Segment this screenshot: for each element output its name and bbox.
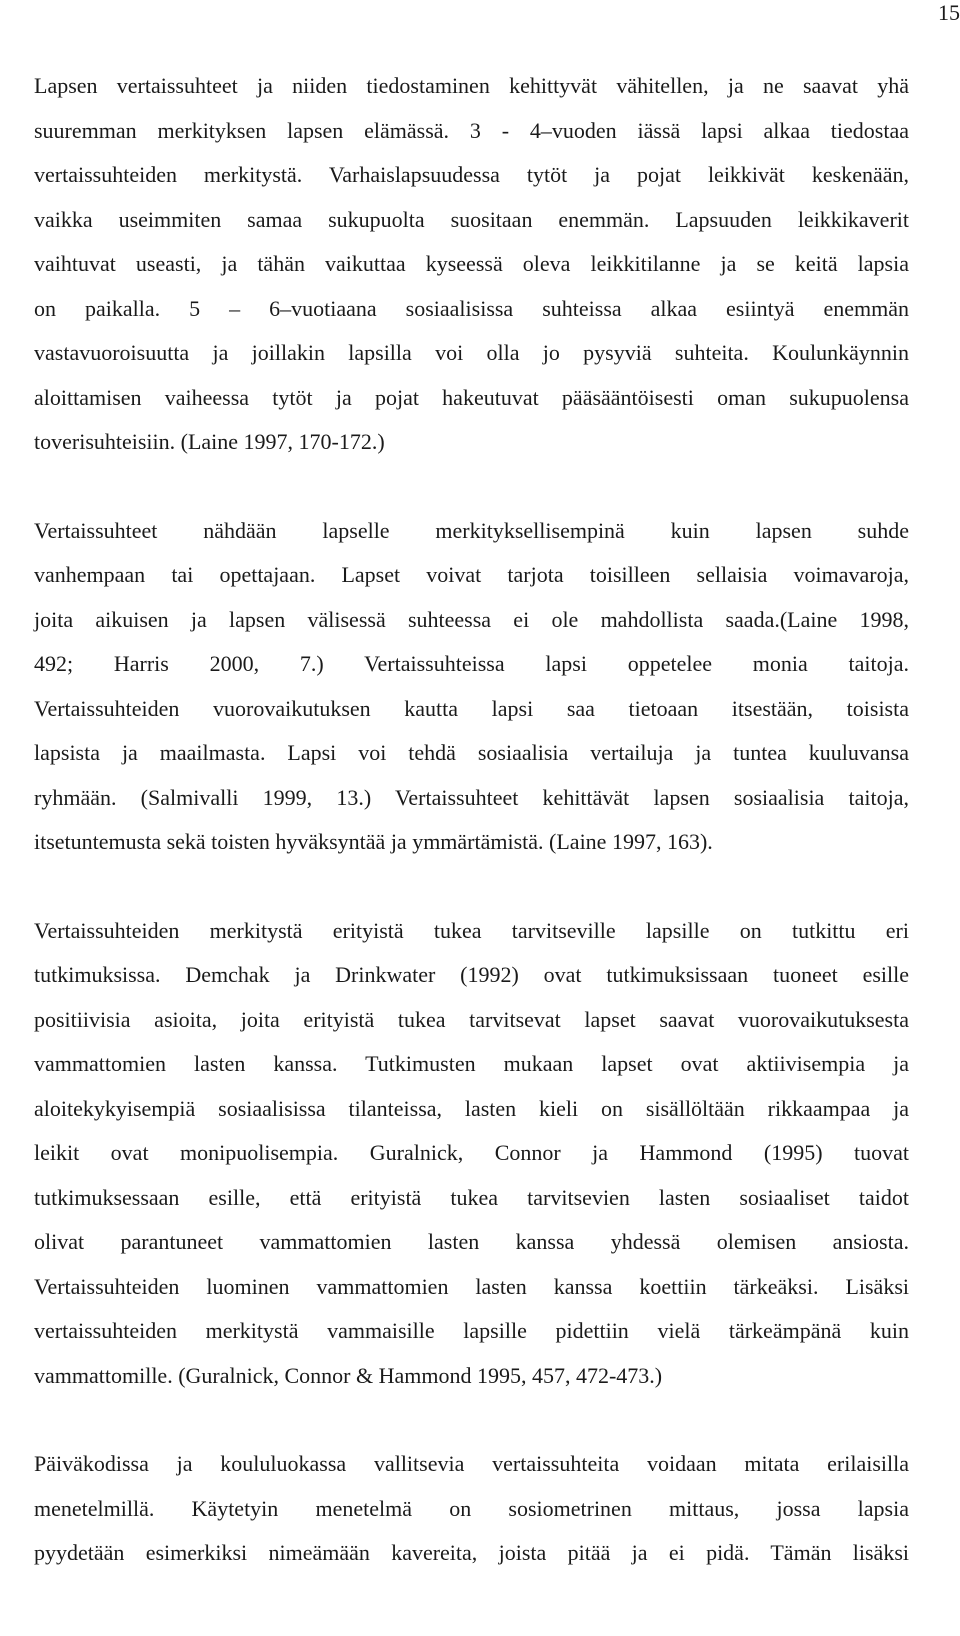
text-line: vaihtuvat useasti, ja tähän vaikuttaa kyseessä oleva leikkitilanne ja se keitä lapsia bbox=[34, 251, 909, 276]
paragraph-2 bbox=[34, 509, 909, 865]
text-line: aloittamisen vaiheessa tytöt ja pojat hakeutuvat pääsääntöisesti oman sukupuolensa bbox=[34, 384, 909, 410]
text-line: vastavuoroisuutta ja joillakin lapsilla voi olla jo pysyviä suhteita. Koulunkäynnin bbox=[34, 340, 909, 365]
text-line: suuremman merkityksen lapsen elämässä. 3 - 4–vuoden iässä lapsi alkaa tiedostaa bbox=[34, 117, 909, 143]
text-line: vammattomille. (Guralnick, Connor & Hammond 1995, 457, 472-473.) bbox=[34, 1362, 663, 1388]
text-line: Päiväkodissa ja koululuokassa vallitsevia vertaissuhteita voidaan mitata erilaisilla bbox=[34, 1451, 909, 1476]
text-line: vertaissuhteiden merkitystä vammaisille lapsille pidettiin vielä tärkeämpänä kuin bbox=[34, 1318, 909, 1343]
text-line: on paikalla. 5 – 6–vuotiaana sosiaalisissa suhteissa alkaa esiintyä enemmän bbox=[34, 295, 909, 321]
paragraph-4 bbox=[34, 1442, 909, 1576]
page-body bbox=[34, 64, 909, 1576]
paragraph-gap bbox=[34, 865, 909, 909]
paragraph-gap bbox=[34, 465, 909, 509]
text-line: tutkimuksissa. Demchak ja Drinkwater (1992) ovat tutkimuksissaan tuoneet esille bbox=[34, 962, 909, 987]
text-line: menetelmillä. Käytetyin menetelmä on sosiometrinen mittaus, jossa lapsia bbox=[34, 1495, 909, 1521]
text-line: 492; Harris 2000, 7.) Vertaissuhteissa lapsi oppetelee monia taitoja. bbox=[34, 651, 909, 676]
text-line: ryhmään. (Salmivalli 1999, 13.) Vertaissuhteet kehittävät lapsen sosiaalisia taitoja, bbox=[34, 784, 909, 810]
paragraph-1 bbox=[34, 64, 909, 465]
paragraph-3 bbox=[34, 909, 909, 1399]
text-line: Vertaissuhteet nähdään lapselle merkityksellisempinä kuin lapsen suhde bbox=[34, 517, 909, 543]
text-line: lapsista ja maailmasta. Lapsi voi tehdä sosiaalisia vertailuja ja tuntea kuuluvansa bbox=[34, 740, 909, 765]
text-line: toverisuhteisiin. (Laine 1997, 170-172.) bbox=[34, 429, 385, 454]
text-line: Lapsen vertaissuhteet ja niiden tiedostaminen kehittyvät vähitellen, ja ne saavat yhä bbox=[34, 73, 909, 98]
text-line: pyydetään esimerkiksi nimeämään kavereita, joista pitää ja ei pidä. Tämän lisäksi bbox=[34, 1540, 909, 1565]
text-line: leikit ovat monipuolisempia. Guralnick, Connor ja Hammond (1995) tuovat bbox=[34, 1140, 909, 1165]
text-line: vertaissuhteiden merkitystä. Varhaislapsuudessa tytöt ja pojat leikkivät keskenään, bbox=[34, 162, 909, 187]
text-line: aloitekykyisempiä sosiaalisissa tilanteissa, lasten kieli on sisällöltään rikkaampaa ja bbox=[34, 1095, 909, 1121]
text-line: vaikka useimmiten samaa sukupuolta suositaan enemmän. Lapsuuden leikkikaverit bbox=[34, 206, 909, 232]
text-line: olivat parantuneet vammattomien lasten kanssa yhdessä olemisen ansiosta. bbox=[34, 1229, 909, 1254]
text-line: positiivisia asioita, joita erityistä tukea tarvitsevat lapset saavat vuorovaikutuksesta bbox=[34, 1006, 909, 1032]
text-line: tutkimuksessaan esille, että erityistä tukea tarvitsevien lasten sosiaaliset taidot bbox=[34, 1184, 909, 1210]
text-line: joita aikuisen ja lapsen välisessä suhteessa ei ole mahdollista saada.(Laine 1998, bbox=[34, 606, 909, 632]
text-line: Vertaissuhteiden luominen vammattomien lasten kanssa koettiin tärkeäksi. Lisäksi bbox=[34, 1273, 909, 1299]
text-line: vanhempaan tai opettajaan. Lapset voivat tarjota toisilleen sellaisia voimavaroja, bbox=[34, 562, 909, 587]
paragraph-gap bbox=[34, 1398, 909, 1442]
text-line: vammattomien lasten kanssa. Tutkimusten mukaan lapset ovat aktiivisempia ja bbox=[34, 1051, 909, 1076]
page-number: 15 bbox=[938, 0, 960, 25]
text-line: itsetuntemusta sekä toisten hyväksyntää ja ymmärtämistä. (Laine 1997, 163). bbox=[34, 829, 713, 854]
text-line: Vertaissuhteiden merkitystä erityistä tukea tarvitseville lapsille on tutkittu eri bbox=[34, 917, 909, 943]
text-line: Vertaissuhteiden vuorovaikutuksen kautta lapsi saa tietoaan itsestään, toisista bbox=[34, 695, 909, 721]
